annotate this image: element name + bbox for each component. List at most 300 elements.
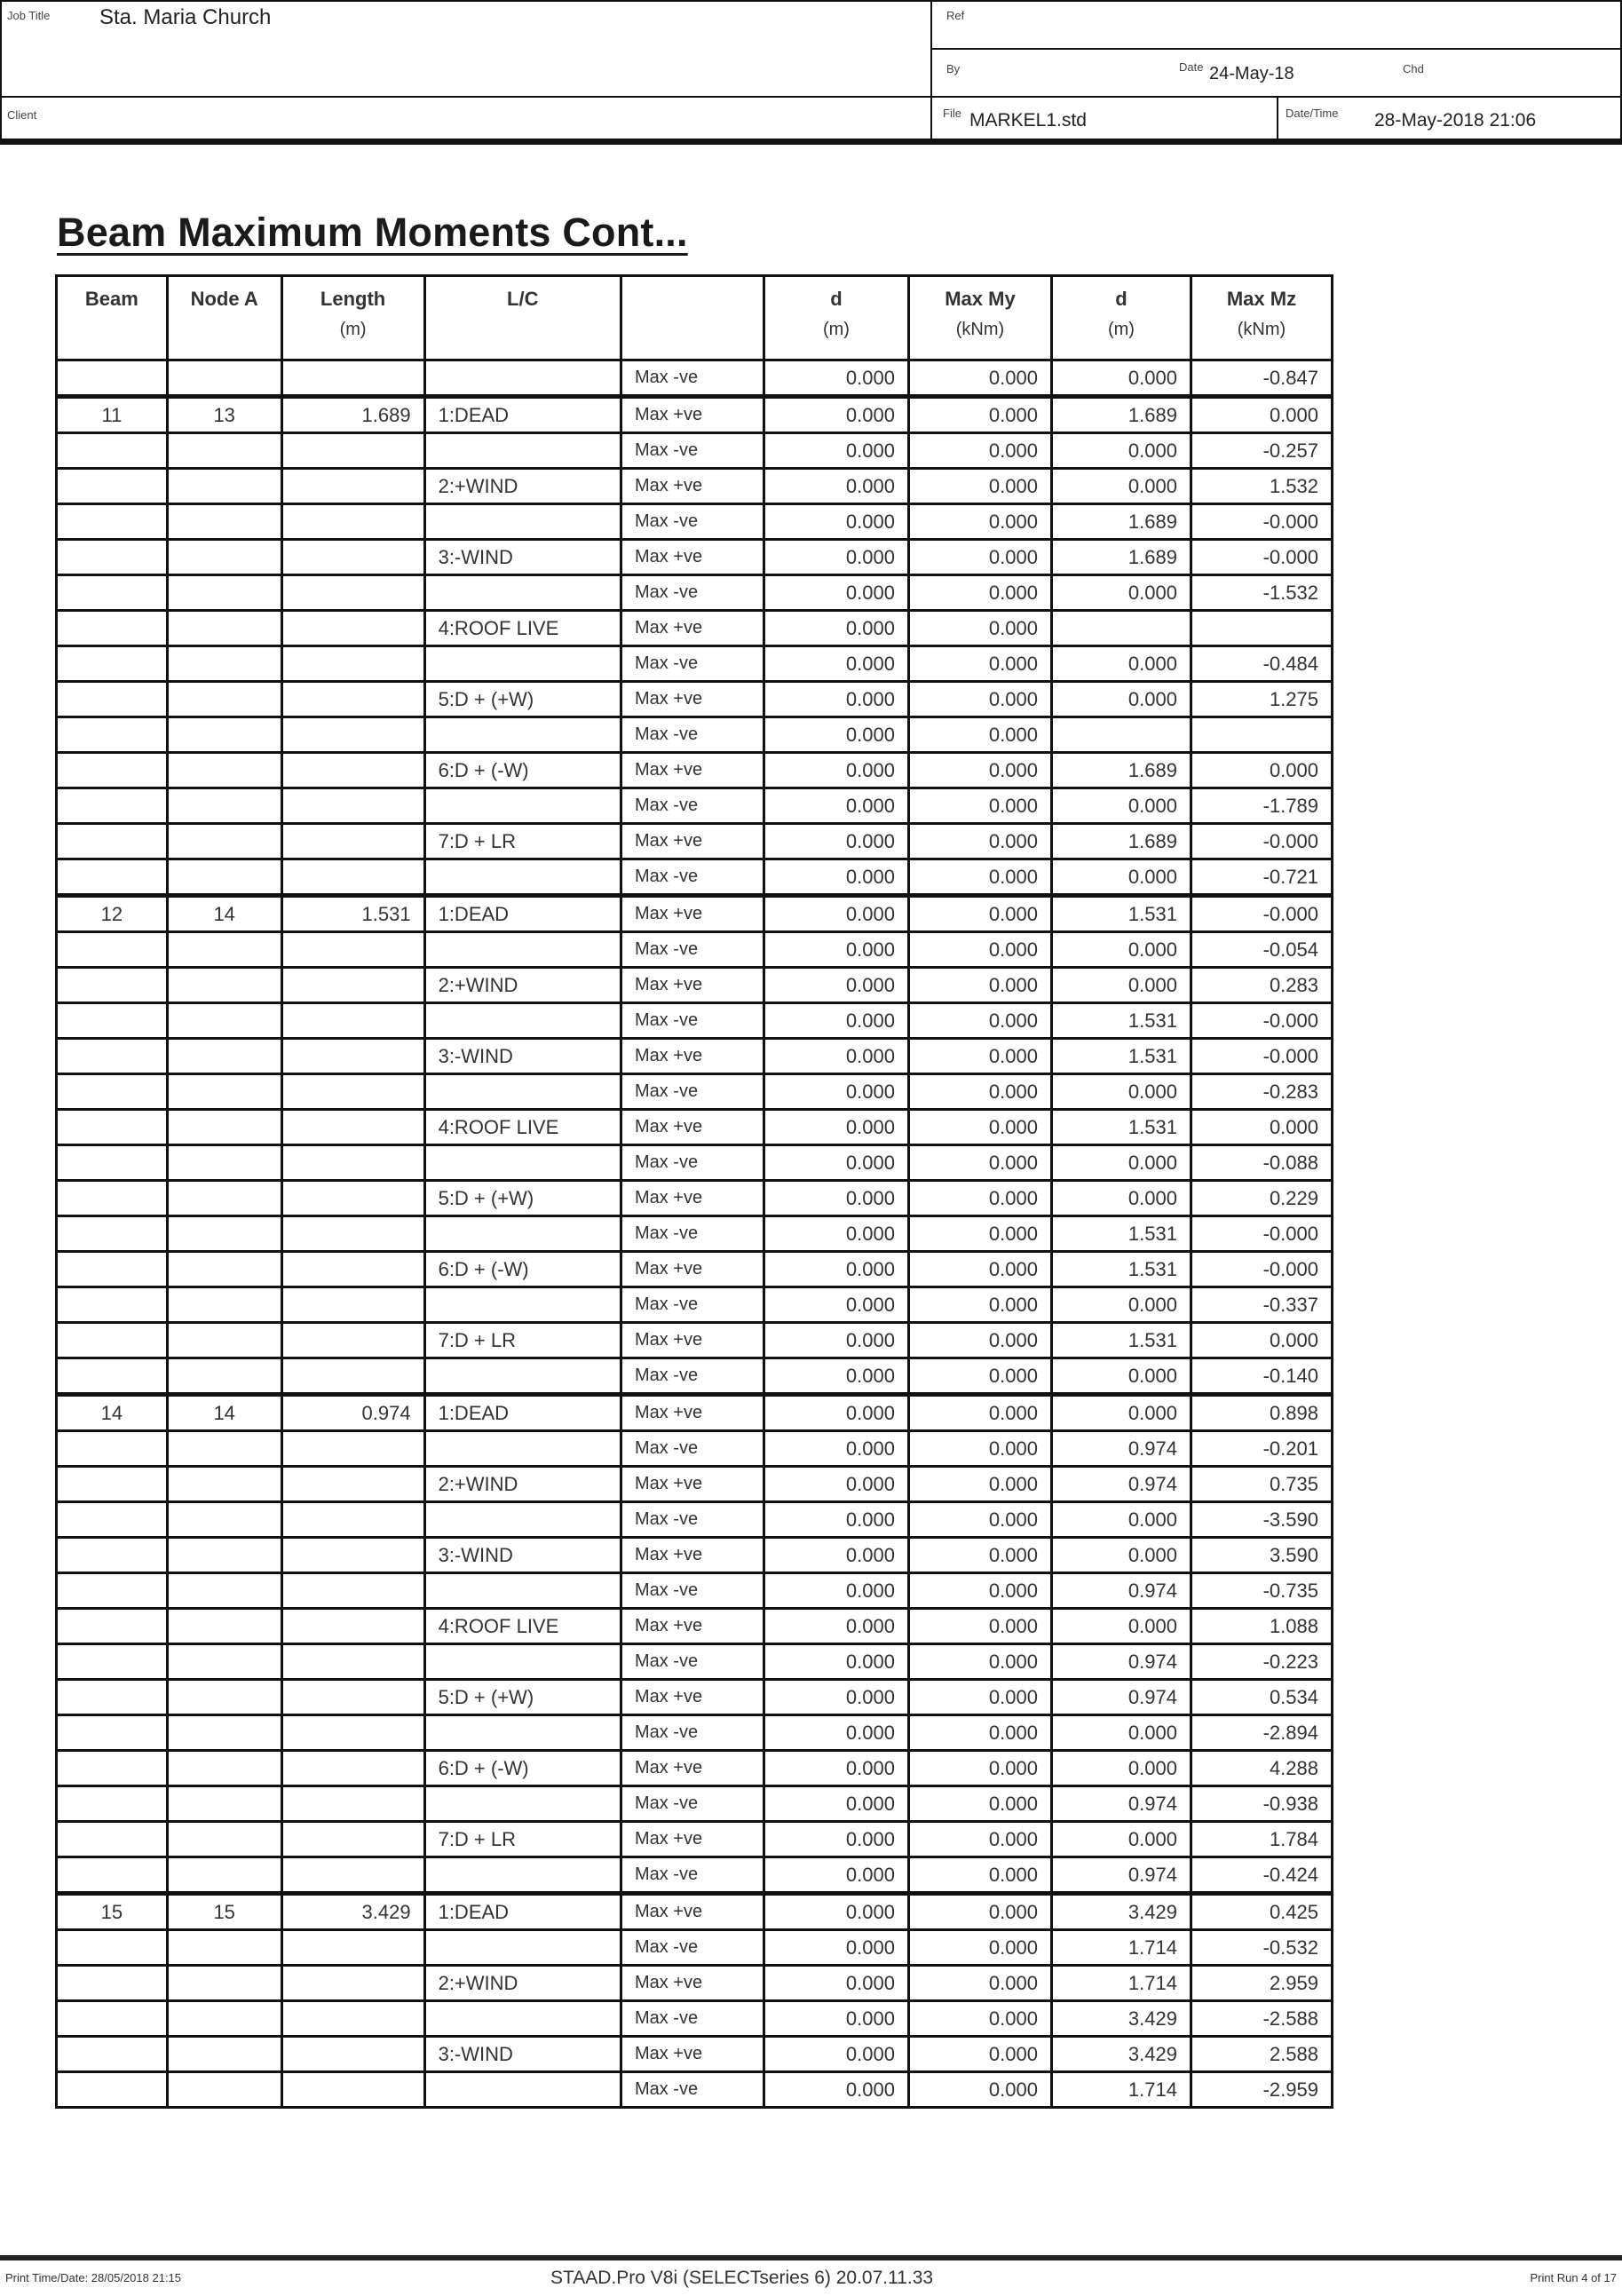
max-my-cell: 0.000	[908, 1573, 1051, 1609]
max-my-cell: 0.000	[908, 1074, 1051, 1110]
max-mz-cell: 1.275	[1191, 682, 1332, 717]
table-row	[57, 1644, 1333, 1680]
job-title-label: Job Title	[7, 9, 51, 22]
load-case-cell	[424, 932, 621, 968]
table-row	[57, 611, 1333, 646]
d-z-cell: 0.000	[1051, 968, 1191, 1003]
d-y-cell: 0.000	[764, 1680, 908, 1715]
table-row	[57, 1003, 1333, 1039]
table-row	[57, 968, 1333, 1003]
d-y-cell: 0.000	[764, 1003, 908, 1039]
beam-cell	[57, 1786, 168, 1822]
node-a-cell	[167, 682, 281, 717]
d-y-cell: 0.000	[764, 1181, 908, 1216]
table-row	[57, 1822, 1333, 1857]
node-a-cell	[167, 2072, 281, 2108]
date-label: Date	[1179, 60, 1204, 74]
beam-cell: 15	[57, 1894, 168, 1930]
table-row	[57, 1930, 1333, 1966]
software-version: STAAD.Pro V8i (SELECTseries 6) 20.07.11.33	[550, 2268, 934, 2288]
table-row	[57, 1894, 1333, 1930]
length-cell	[281, 1216, 424, 1252]
max-my-cell: 0.000	[908, 1323, 1051, 1358]
max-my-cell: 0.000	[908, 1252, 1051, 1287]
column-header-unit: (kNm)	[1237, 320, 1286, 339]
extreme-cell: Max +ve	[621, 968, 764, 1003]
load-case-cell	[424, 433, 621, 469]
table-row	[57, 433, 1333, 469]
d-z-cell: 1.689	[1051, 504, 1191, 540]
load-case-cell	[424, 1644, 621, 1680]
max-mz-cell: 1.532	[1191, 469, 1332, 504]
extreme-cell: Max +ve	[621, 1894, 764, 1930]
d-z-cell: 0.000	[1051, 360, 1191, 397]
column-header-length	[281, 276, 424, 360]
table-header-row	[57, 276, 1333, 360]
node-a-cell: 13	[167, 397, 281, 433]
load-case-cell: 5:D + (+W)	[424, 682, 621, 717]
beam-cell	[57, 1538, 168, 1573]
length-cell	[281, 1502, 424, 1538]
max-mz-cell: -0.000	[1191, 824, 1332, 859]
load-case-cell: 4:ROOF LIVE	[424, 1609, 621, 1644]
d-z-cell: 3.429	[1051, 2037, 1191, 2072]
beam-cell	[57, 1751, 168, 1786]
node-a-cell	[167, 1857, 281, 1894]
load-case-cell: 5:D + (+W)	[424, 1680, 621, 1715]
job-title-box	[0, 0, 932, 98]
max-my-cell: 0.000	[908, 1857, 1051, 1894]
max-my-cell: 0.000	[908, 1786, 1051, 1822]
length-cell	[281, 1287, 424, 1323]
table-row	[57, 504, 1333, 540]
d-y-cell: 0.000	[764, 1039, 908, 1074]
max-mz-cell: 1.784	[1191, 1822, 1332, 1857]
max-my-cell: 0.000	[908, 1538, 1051, 1573]
load-case-cell: 7:D + LR	[424, 1323, 621, 1358]
beam-cell: 14	[57, 1395, 168, 1431]
extreme-cell: Max -ve	[621, 1287, 764, 1323]
table-row	[57, 1252, 1333, 1287]
extreme-cell: Max +ve	[621, 1395, 764, 1431]
length-cell	[281, 1181, 424, 1216]
extreme-cell: Max -ve	[621, 717, 764, 753]
d-z-cell: 0.000	[1051, 932, 1191, 968]
max-mz-cell: -2.588	[1191, 2001, 1332, 2037]
beam-cell	[57, 1609, 168, 1644]
node-a-cell	[167, 433, 281, 469]
d-z-cell: 3.429	[1051, 2001, 1191, 2037]
length-cell	[281, 1644, 424, 1680]
max-mz-cell: 0.735	[1191, 1467, 1332, 1502]
max-mz-cell: -0.424	[1191, 1857, 1332, 1894]
d-y-cell: 0.000	[764, 932, 908, 968]
beam-cell: 12	[57, 896, 168, 932]
max-mz-cell: -0.257	[1191, 433, 1332, 469]
d-y-cell: 0.000	[764, 1358, 908, 1395]
beam-cell	[57, 1110, 168, 1145]
node-a-cell	[167, 1644, 281, 1680]
beam-cell	[57, 1003, 168, 1039]
d-y-cell: 0.000	[764, 1252, 908, 1287]
d-y-cell: 0.000	[764, 824, 908, 859]
d-z-cell: 0.974	[1051, 1431, 1191, 1467]
node-a-cell	[167, 1145, 281, 1181]
table-row	[57, 1074, 1333, 1110]
length-cell: 0.974	[281, 1395, 424, 1431]
max-mz-cell: -0.223	[1191, 1644, 1332, 1680]
table-row	[57, 1323, 1333, 1358]
load-case-cell: 1:DEAD	[424, 397, 621, 433]
extreme-cell: Max +ve	[621, 1538, 764, 1573]
extreme-cell: Max -ve	[621, 1216, 764, 1252]
length-cell	[281, 2037, 424, 2072]
max-my-cell: 0.000	[908, 1287, 1051, 1323]
d-y-cell: 0.000	[764, 1074, 908, 1110]
max-mz-cell: 0.000	[1191, 753, 1332, 788]
load-case-cell: 3:-WIND	[424, 1039, 621, 1074]
table-row	[57, 859, 1333, 896]
table-row	[57, 2001, 1333, 2037]
max-my-cell: 0.000	[908, 1216, 1051, 1252]
max-mz-cell: 3.590	[1191, 1538, 1332, 1573]
length-cell	[281, 360, 424, 397]
beam-cell	[57, 1181, 168, 1216]
d-z-cell: 1.531	[1051, 896, 1191, 932]
length-cell	[281, 1145, 424, 1181]
d-y-cell: 0.000	[764, 717, 908, 753]
column-header-max-mz	[1191, 276, 1332, 360]
table-row	[57, 2072, 1333, 2108]
length-cell	[281, 1680, 424, 1715]
beam-cell	[57, 1431, 168, 1467]
max-my-cell: 0.000	[908, 824, 1051, 859]
node-a-cell	[167, 1358, 281, 1395]
column-header-unit: (m)	[339, 320, 367, 339]
client-label: Client	[7, 108, 37, 122]
extreme-cell: Max +ve	[621, 611, 764, 646]
length-cell	[281, 1074, 424, 1110]
max-my-cell: 0.000	[908, 611, 1051, 646]
length-cell	[281, 788, 424, 824]
column-header-d-z	[1051, 276, 1191, 360]
d-z-cell: 0.974	[1051, 1857, 1191, 1894]
max-my-cell: 0.000	[908, 397, 1051, 433]
table-row	[57, 540, 1333, 575]
beam-cell	[57, 717, 168, 753]
length-cell	[281, 1751, 424, 1786]
column-header-label: Max Mz	[1226, 288, 1297, 310]
column-header-unit: (m)	[1107, 320, 1135, 339]
max-my-cell: 0.000	[908, 859, 1051, 896]
max-mz-cell: -0.088	[1191, 1145, 1332, 1181]
d-y-cell: 0.000	[764, 1930, 908, 1966]
max-mz-cell: 0.283	[1191, 968, 1332, 1003]
length-cell	[281, 2001, 424, 2037]
max-mz-cell: 0.229	[1191, 1181, 1332, 1216]
extreme-cell: Max +ve	[621, 896, 764, 932]
load-case-cell	[424, 1287, 621, 1323]
max-mz-cell: -2.959	[1191, 2072, 1332, 2108]
max-mz-cell: -2.894	[1191, 1715, 1332, 1751]
length-cell	[281, 1930, 424, 1966]
d-z-cell: 0.000	[1051, 1538, 1191, 1573]
load-case-cell: 1:DEAD	[424, 896, 621, 932]
beam-cell	[57, 1930, 168, 1966]
node-a-cell	[167, 1431, 281, 1467]
by-box	[930, 48, 1622, 98]
node-a-cell	[167, 575, 281, 611]
job-title-value: Sta. Maria Church	[99, 5, 272, 29]
max-my-cell: 0.000	[908, 2037, 1051, 2072]
datetime-label: Date/Time	[1286, 107, 1339, 120]
d-z-cell: 0.974	[1051, 1467, 1191, 1502]
max-mz-cell: 0.898	[1191, 1395, 1332, 1431]
node-a-cell	[167, 1930, 281, 1966]
node-a-cell: 14	[167, 1395, 281, 1431]
max-my-cell: 0.000	[908, 1751, 1051, 1786]
max-my-cell: 0.000	[908, 682, 1051, 717]
extreme-cell: Max +ve	[621, 397, 764, 433]
beam-cell	[57, 1216, 168, 1252]
beam-cell	[57, 433, 168, 469]
extreme-cell: Max -ve	[621, 1786, 764, 1822]
length-cell	[281, 1822, 424, 1857]
max-mz-cell: -1.789	[1191, 788, 1332, 824]
beam-cell	[57, 932, 168, 968]
max-my-cell: 0.000	[908, 360, 1051, 397]
d-z-cell: 1.689	[1051, 824, 1191, 859]
length-cell	[281, 1538, 424, 1573]
load-case-cell	[424, 859, 621, 896]
node-a-cell	[167, 1467, 281, 1502]
chd-label: Chd	[1403, 62, 1424, 75]
extreme-cell: Max +ve	[621, 2037, 764, 2072]
d-z-cell: 0.000	[1051, 433, 1191, 469]
length-cell: 1.531	[281, 896, 424, 932]
max-mz-cell: -0.000	[1191, 1252, 1332, 1287]
table-row	[57, 1573, 1333, 1609]
extreme-cell: Max -ve	[621, 1857, 764, 1894]
table-row	[57, 646, 1333, 682]
length-cell	[281, 1358, 424, 1395]
load-case-cell	[424, 1145, 621, 1181]
d-z-cell: 0.000	[1051, 859, 1191, 896]
load-case-cell: 2:+WIND	[424, 1966, 621, 2001]
d-y-cell: 0.000	[764, 1395, 908, 1431]
max-my-cell: 0.000	[908, 1145, 1051, 1181]
max-my-cell: 0.000	[908, 1894, 1051, 1930]
d-z-cell: 0.000	[1051, 1502, 1191, 1538]
column-header-label: Node A	[190, 288, 258, 310]
beam-cell	[57, 859, 168, 896]
d-y-cell: 0.000	[764, 504, 908, 540]
d-y-cell: 0.000	[764, 1573, 908, 1609]
node-a-cell	[167, 968, 281, 1003]
load-case-cell	[424, 1003, 621, 1039]
node-a-cell	[167, 824, 281, 859]
max-my-cell: 0.000	[908, 896, 1051, 932]
d-z-cell: 0.000	[1051, 1074, 1191, 1110]
max-mz-cell: -0.000	[1191, 504, 1332, 540]
extreme-cell: Max -ve	[621, 360, 764, 397]
extreme-cell: Max -ve	[621, 1358, 764, 1395]
beam-cell	[57, 575, 168, 611]
by-label: By	[946, 62, 961, 75]
table-row	[57, 1431, 1333, 1467]
d-z-cell: 1.531	[1051, 1003, 1191, 1039]
max-my-cell: 0.000	[908, 504, 1051, 540]
extreme-cell: Max +ve	[621, 1467, 764, 1502]
max-mz-cell: -0.283	[1191, 1074, 1332, 1110]
load-case-cell: 6:D + (-W)	[424, 753, 621, 788]
node-a-cell	[167, 1822, 281, 1857]
d-y-cell: 0.000	[764, 2037, 908, 2072]
table-row	[57, 1110, 1333, 1145]
d-z-cell: 1.531	[1051, 1110, 1191, 1145]
d-y-cell: 0.000	[764, 753, 908, 788]
column-header-unit: (m)	[822, 320, 850, 339]
d-z-cell	[1051, 717, 1191, 753]
datetime-box	[1277, 96, 1622, 142]
file-value: MARKEL1.std	[969, 110, 1087, 131]
d-y-cell: 0.000	[764, 1145, 908, 1181]
d-z-cell: 0.974	[1051, 1680, 1191, 1715]
node-a-cell	[167, 1538, 281, 1573]
length-cell	[281, 1573, 424, 1609]
length-cell	[281, 504, 424, 540]
table-row	[57, 1857, 1333, 1894]
ref-box	[930, 0, 1622, 50]
d-y-cell: 0.000	[764, 433, 908, 469]
table-row	[57, 1039, 1333, 1074]
column-header-beam	[57, 276, 168, 360]
beam-cell	[57, 2037, 168, 2072]
table-row	[57, 717, 1333, 753]
length-cell	[281, 1323, 424, 1358]
d-y-cell: 0.000	[764, 575, 908, 611]
d-z-cell: 0.000	[1051, 646, 1191, 682]
load-case-cell	[424, 1502, 621, 1538]
load-case-cell	[424, 1431, 621, 1467]
max-my-cell: 0.000	[908, 1680, 1051, 1715]
max-mz-cell: 0.425	[1191, 1894, 1332, 1930]
extreme-cell: Max -ve	[621, 1003, 764, 1039]
max-mz-cell: -0.000	[1191, 1039, 1332, 1074]
max-my-cell: 0.000	[908, 1467, 1051, 1502]
max-mz-cell: -0.054	[1191, 932, 1332, 968]
length-cell	[281, 433, 424, 469]
load-case-cell	[424, 1715, 621, 1751]
d-y-cell: 0.000	[764, 1216, 908, 1252]
extreme-cell: Max -ve	[621, 2072, 764, 2108]
d-z-cell: 0.974	[1051, 1644, 1191, 1680]
extreme-cell: Max -ve	[621, 1431, 764, 1467]
max-my-cell: 0.000	[908, 968, 1051, 1003]
column-header-label: Length	[320, 288, 386, 310]
table-row	[57, 1680, 1333, 1715]
max-my-cell: 0.000	[908, 1609, 1051, 1644]
length-cell: 1.689	[281, 397, 424, 433]
node-a-cell	[167, 360, 281, 397]
d-y-cell: 0.000	[764, 1110, 908, 1145]
load-case-cell	[424, 1786, 621, 1822]
d-z-cell: 0.974	[1051, 1786, 1191, 1822]
d-z-cell: 3.429	[1051, 1894, 1191, 1930]
length-cell	[281, 1966, 424, 2001]
d-z-cell: 1.714	[1051, 1930, 1191, 1966]
d-y-cell: 0.000	[764, 2072, 908, 2108]
table-row	[57, 397, 1333, 433]
max-my-cell: 0.000	[908, 1502, 1051, 1538]
load-case-cell	[424, 646, 621, 682]
d-y-cell: 0.000	[764, 360, 908, 397]
extreme-cell: Max -ve	[621, 1573, 764, 1609]
load-case-cell	[424, 1358, 621, 1395]
d-z-cell: 1.689	[1051, 540, 1191, 575]
table-row	[57, 1145, 1333, 1181]
table-body	[57, 360, 1333, 2108]
load-case-cell: 4:ROOF LIVE	[424, 611, 621, 646]
d-z-cell: 1.689	[1051, 397, 1191, 433]
load-case-cell: 3:-WIND	[424, 2037, 621, 2072]
d-z-cell: 0.000	[1051, 1358, 1191, 1395]
beam-cell	[57, 1822, 168, 1857]
beam-cell	[57, 824, 168, 859]
d-z-cell: 0.000	[1051, 1145, 1191, 1181]
max-my-cell: 0.000	[908, 2001, 1051, 2037]
load-case-cell	[424, 504, 621, 540]
column-header-d-y	[764, 276, 908, 360]
node-a-cell	[167, 1252, 281, 1287]
extreme-cell: Max -ve	[621, 1074, 764, 1110]
max-my-cell: 0.000	[908, 1930, 1051, 1966]
node-a-cell	[167, 1039, 281, 1074]
table-row	[57, 1467, 1333, 1502]
max-mz-cell: -0.140	[1191, 1358, 1332, 1395]
d-y-cell: 0.000	[764, 1467, 908, 1502]
datetime-value: 28-May-2018 21:06	[1374, 110, 1537, 131]
extreme-cell: Max -ve	[621, 575, 764, 611]
node-a-cell	[167, 859, 281, 896]
node-a-cell	[167, 1181, 281, 1216]
length-cell	[281, 1252, 424, 1287]
extreme-cell: Max +ve	[621, 824, 764, 859]
max-mz-cell: -0.000	[1191, 540, 1332, 575]
node-a-cell	[167, 1715, 281, 1751]
d-z-cell: 0.000	[1051, 1395, 1191, 1431]
max-mz-cell	[1191, 717, 1332, 753]
max-mz-cell: -0.532	[1191, 1930, 1332, 1966]
beam-cell	[57, 1573, 168, 1609]
report-footer	[0, 2255, 1622, 2296]
client-box	[0, 96, 932, 142]
extreme-cell: Max +ve	[621, 1751, 764, 1786]
node-a-cell	[167, 932, 281, 968]
d-y-cell: 0.000	[764, 2001, 908, 2037]
max-my-cell: 0.000	[908, 1644, 1051, 1680]
node-a-cell	[167, 611, 281, 646]
file-label: File	[943, 107, 961, 120]
max-my-cell: 0.000	[908, 1431, 1051, 1467]
beam-cell	[57, 1039, 168, 1074]
beam-cell	[57, 788, 168, 824]
extreme-cell: Max -ve	[621, 504, 764, 540]
beam-cell	[57, 1680, 168, 1715]
max-mz-cell: -1.532	[1191, 575, 1332, 611]
load-case-cell: 6:D + (-W)	[424, 1751, 621, 1786]
node-a-cell	[167, 1573, 281, 1609]
